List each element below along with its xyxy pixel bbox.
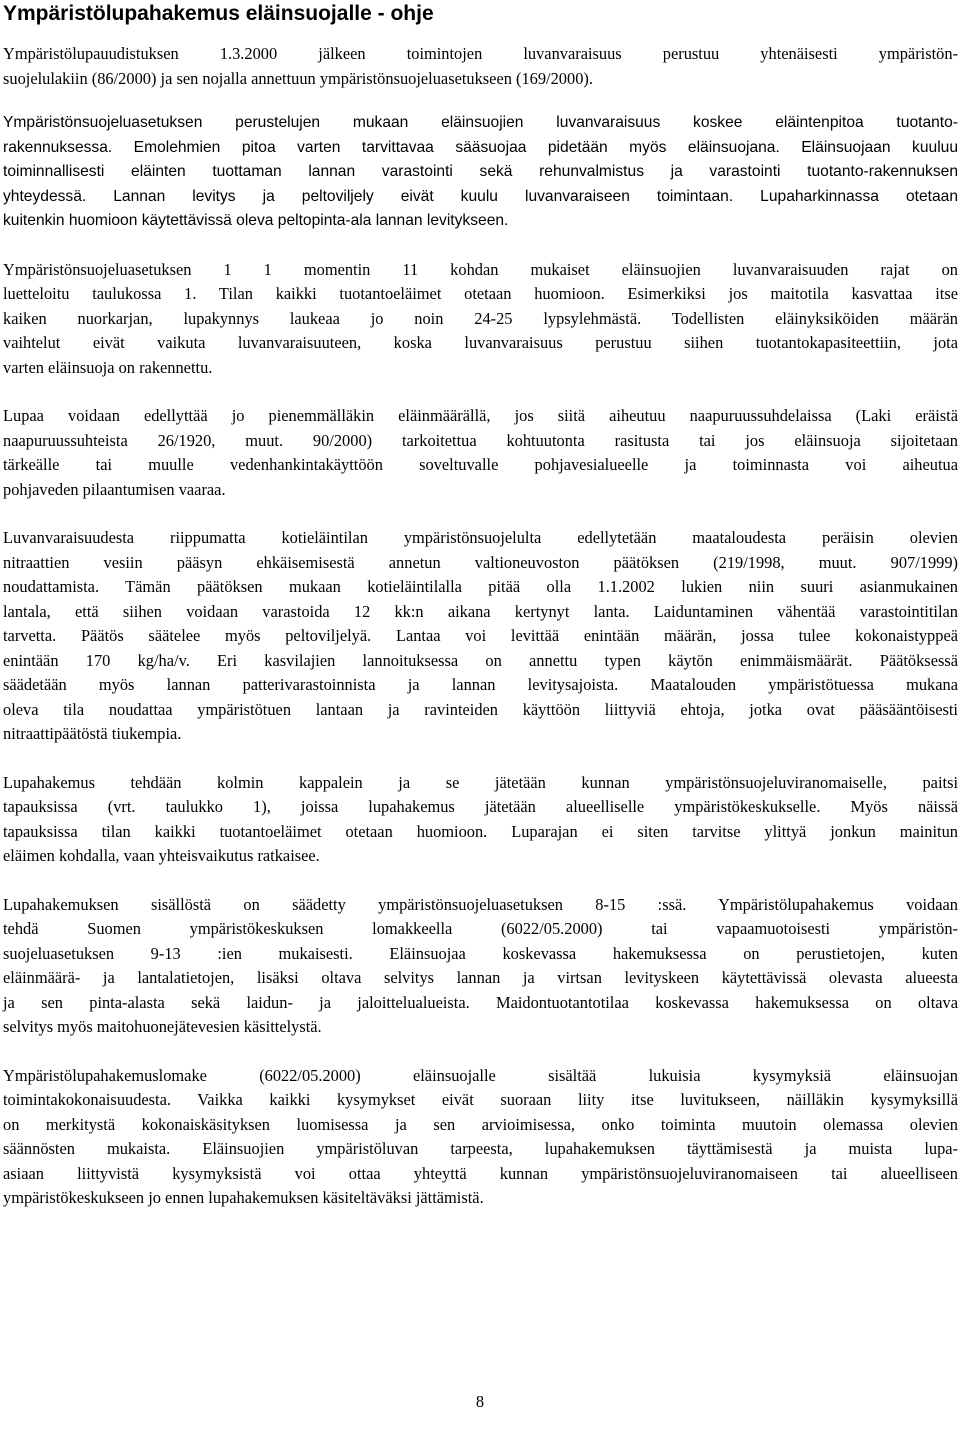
text-line: yhteydessä. Lannan levitys ja peltoviljely eivät kuulu luvanvaraiseen toimintaan. Lupaharkinnassa otetaan [3,187,958,205]
page-number: 8 [475,1392,485,1411]
text-line: Lupahakemus tehdään kolmin kappalein ja se jätetään kunnan ympäristönsuojeluviranomaiselle, paitsi [3,772,958,792]
paragraph-permit-limits [3,258,958,381]
text-line: eläinmäärä- ja lantalatietojen, lisäksi oltava selvitys lannan ja virtsan levityskeen käytettävissä olevasta alueesta [3,968,958,987]
text-line: enintään 170 kg/ha/v. Eri kasvilajien lannoituksessa on annettu typen käytön enimmäismäärät. Päätöksessä [3,650,958,670]
text-line: säädetään myös lannan patterivarastoinnista ja lannan levitysajoista. Maatalouden ympäristötuessa mukana [3,675,958,694]
text-line: vaihtelut eivät vaikuta luvanvaraisuuteen, koska luvanvaraisuus perustuu siihen tuotantokapasiteettiin, jota [3,333,958,352]
text-line: ympäristökeskukseen jo ennen lupahakemuksen käsiteltäväksi jättämistä. [3,1188,484,1207]
text-line: tapauksissa tilan kaikki tuotantoeläimet otetaan huomioon. Luparajan ei siten tarvitse ylittyä jonkun mainitun [3,821,958,841]
paragraph-smaller-herds [3,404,958,502]
text-line: kuitenkin huomioon käytettävissä oleva peltopinta-ala lannan levitykseen. [3,212,509,229]
text-line: suojelulakiin (86/2000) ja sen nojalla annettuun ympäristönsuojeluasetukseen (169/2000). [3,68,593,88]
text-line: Luvanvaraisuudesta riippumatta kotieläintilan ympäristönsuojelulta edellytetään maataloudesta peräisin olevien [3,528,958,547]
text-line: on merkitystä kokonaiskäsityksen luomisessa ja sen arvioimisessa, onko toiminta muutoin olemassa olevien [3,1114,958,1134]
text-line: tapauksissa (vrt. taulukko 1), joissa lupahakemus jätetään alueelliselle ympäristökeskukselle. Myös näissä [3,797,958,816]
text-line: Lupaa voidaan edellyttää jo pienemmälläkin eläinmäärällä, jos siitä aiheutuu naapuruussuhdelaissa (Laki eräistä [3,406,958,425]
text-line: tärkeälle tai muulle vedenhankintakäyttöön soveltuvalle pohjavesialueelle ja toiminnasta voi aiheutua [3,455,958,474]
text-line: luetteloitu taulukossa 1. Tilan kaikki tuotantoeläimet otetaan huomioon. Esimerkiksi jos maitotila kasvattaa itse [3,284,958,303]
text-line: nitraattien vesiin pääsyn ehkäisemisestä annetun valtioneuvoston päätöksen (219/1998, muut. 907/1999) [3,552,958,572]
document-title: Ympäristölupahakemus eläinsuojalle - ohje [3,2,434,25]
paragraph-permit-reform [3,42,958,91]
text-line: toimintakokonaisuudesta. Vaikka kaikki kysymykset eivät suoraan liity itse luvitukseen, näilläkin kysymyksillä [3,1090,958,1109]
text-line: noudattamista. Tämän päätöksen mukaan kotieläintilalla pitää olla 1.1.2002 lukien niin suuri asianmukainen [3,577,958,596]
paragraph-decree-justification [3,111,958,234]
text-line: eläimen kohdalla, vaan yhteisvaikutus ratkaisee. [3,846,320,865]
text-line: säännösten mukaista. Eläinsuojien ympäristöluvan tarpeesta, lupahakemuksen täyttämisestä ja muista lupa- [3,1139,958,1158]
text-line: tehdä Suomen ympäristökeskuksen lomakkeella (6022/05.2000) tai vapaamuotoisesti ympäristön- [3,919,958,938]
text-line: Ympäristölupahakemuslomake (6022/05.2000) eläinsuojalle sisältää lukuisia kysymyksiä eläinsuojan [3,1065,958,1085]
text-line: lantala, että siihen voidaan varastoida 12 kk:n aikana kertynyt lanta. Laiduntaminen vähentää varastointitilan [3,601,958,621]
text-line: selvitys myös maitohuonejätevesien käsittelystä. [3,1017,322,1036]
text-line: ja sen pinta-alasta sekä laidun- ja jaloittelualueista. Maidontuotantotilaa koskevassa hakemuksessa on oltava [3,992,958,1012]
text-line: naapuruussuhteista 26/1920, muut. 90/2000) tarkoitettua kohtuutonta rasitusta tai jos eläinsuoja sijoitetaan [3,430,958,450]
text-line: Lupahakemuksen sisällöstä on säädetty ympäristönsuojeluasetuksen 8-15 :ssä. Ympäristölupahakemus voidaan [3,894,958,914]
text-line: oleva tila noudattaa ympäristötuen lantaan ja ravinteiden käyttöön liittyviä ehtoja, jotka ovat pääsääntöisesti [3,699,958,719]
paragraph-submission [3,771,958,869]
text-line: nitraattipäätöstä tiukempia. [3,724,182,743]
text-line: Ympäristönsuojeluasetuksen perustelujen mukaan eläinsuojien luvanvaraisuus koskee eläintenpitoa tuotanto- [3,114,958,131]
text-line: pohjaveden pilaantumisen vaaraa. [3,479,226,499]
text-line: toiminnallisesti eläinten tuottaman lannan varastointi sekä rehunvalmistus ja varastointi tuotanto-rakennuksen [3,163,958,180]
text-line: Ympäristönsuojeluasetuksen 1 1 momentin 11 kohdan mukaiset eläinsuojien luvanvaraisuuden rajat on [3,259,958,279]
document-page [3,0,958,1211]
text-line: Ympäristölupauudistuksen 1.3.2000 jälkeen toimintojen luvanvaraisuus perustuu yhtenäisesti ympäristön- [3,44,958,63]
text-line: tarvetta. Päätös säätelee myös peltoviljelyä. Lantaa voi levittää enintään määrän, jossa tulee kokonaistyppeä [3,626,958,645]
text-line: rakennuksessa. Emolehmien pitoa varten tarvittavaa sääsuojaa pidetään myös eläinsuojana. Eläinsuojaan kuuluu [3,138,958,156]
text-line: suojeluasetuksen 9-13 :ien mukaisesti. Eläinsuojaa koskevassa hakemuksessa on perustiet​ojen, kuten [3,943,958,963]
text-line: kaiken nuorkarjan, lupakynnys laukeaa jo noin 24-25 lypsylehmästä. Todellisten eläinyksiköiden määrän [3,308,958,328]
paragraph-application-content [3,893,958,1040]
paragraph-application-form [3,1064,958,1211]
text-line: varten eläinsuoja on rakennettu. [3,357,213,377]
paragraph-nitrate-decision [3,526,958,747]
text-line: asiaan liittyvistä kysymyksistä voi ottaa yhteyttä kunnan ympäristönsuojeluviranomaiseen tai alueelliseen [3,1163,958,1183]
